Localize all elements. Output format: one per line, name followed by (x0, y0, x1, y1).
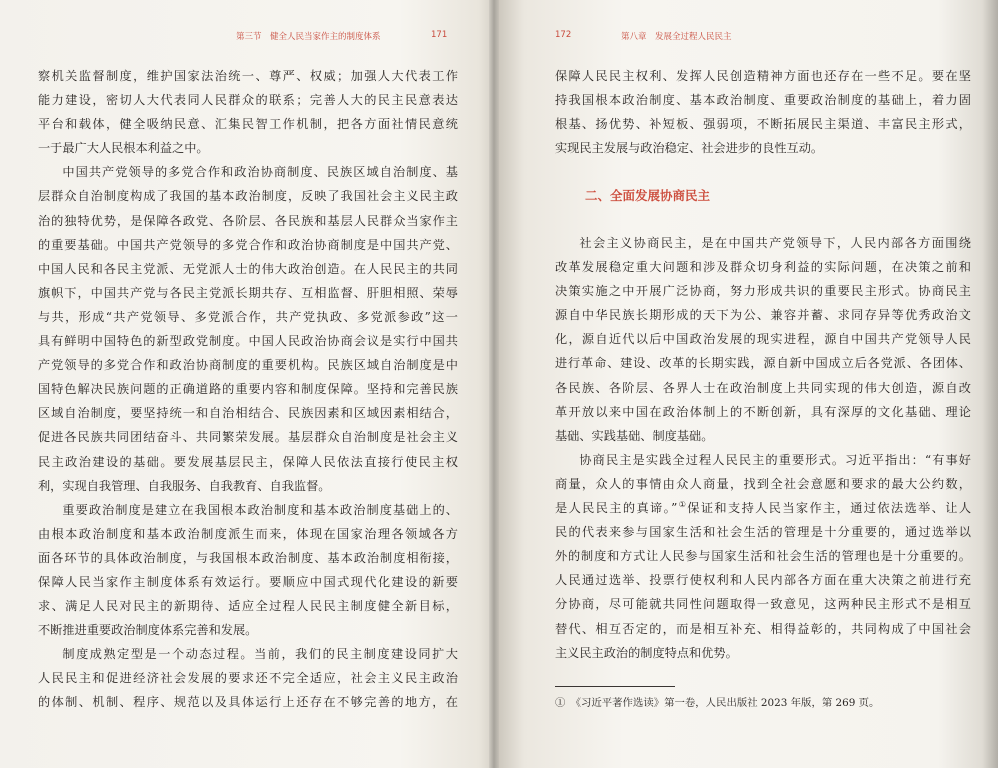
text-line: 基础、实践基础、制度基础。 (555, 428, 714, 443)
text-line: 社会主义协商民主，是在中国共产党领导下，人民内部各方面围绕 (579, 236, 971, 250)
spine-shadow (489, 0, 499, 768)
text-line: 商量，众人的事情由众人商量，找到全社会意愿和要求的最大公约数， (555, 476, 971, 491)
text-line: 能力建设，密切人大代表同人民群众的联系；完善人大的民主民意表达 (38, 93, 458, 108)
text-line: 人民民主和促进经济社会发展的要求还不完全适应，社会主义民主政治 (38, 671, 458, 686)
right-top-text (555, 64, 971, 160)
text-line: 促进各民族共同团结奋斗、共同繁荣发展。基层群众自治制度是社会主义 (38, 430, 458, 445)
section-heading: 二、全面发展协商民主 (585, 188, 711, 203)
text-line: 层群众自治制度构成了我国的基本政治制度，反映了我国社会主义民主政 (38, 189, 458, 204)
text-line: 的重要基础。中国共产党领导的多党合作和政治协商制度是中国共产党、 (38, 237, 458, 252)
quote-continuation-text: 保证和支持人民当家作主，通过依法选举、让人 (687, 501, 972, 516)
text-line: 治的独特优势，是保障各政党、各阶层、各民族和基层人民群众当家作主 (38, 213, 458, 228)
text-line: 化，源自近代以后中国政治发展的现实进程，源自中国共产党领导人民 (555, 332, 971, 347)
text-line: 与共，形成“共产党领导、多党派合作，共产党执政、多党派参政”这一 (38, 309, 458, 324)
text-line (555, 496, 971, 520)
text-line: 由根本政治制度和基本政治制度派生而来，体现在国家治理各领域各方 (38, 526, 458, 541)
text-line: 民主政治建设的基础。要发展基层民主，保障人民依法直接行使民主权 (38, 454, 458, 469)
text-line: 民的代表来参与国家生活和社会生活的管理是十分重要的，通过选举以 (555, 525, 971, 540)
left-body-text (38, 64, 458, 715)
text-line: 改革发展稳定重大问题和涉及群众切身利益的实际问题，在决策之前和 (555, 260, 971, 275)
text-line: 主义民主政治的制度特点和优势。 (555, 645, 738, 660)
right-running-head-chapter: 第八章 发展全过程人民民主 (621, 32, 732, 42)
text-line: 革开放以来中国在政治体制上的不断创新，具有深厚的文化基础、理论 (555, 404, 971, 419)
right-body-text (555, 231, 971, 665)
text-line: 察机关监督制度，维护国家法治统一、尊严、权威；加强人大代表工作 (38, 69, 458, 83)
text-line: 求、满足人民对民主的新期待、适应全过程人民民主制度健全新目标， (38, 599, 458, 614)
text-line: 替代、相互否定的，而是相互补充、相得益彰的，共同构成了中国社会 (555, 621, 971, 636)
text-line: 保障人民民主权利、发挥人民创造精神方面也还存在一些不足。要在坚 (555, 69, 971, 83)
left-running-head-section: 第三节 健全人民当家作主的制度体系 (236, 32, 381, 42)
quote-end-text: 是人民民主的真谛。” (555, 501, 678, 516)
text-line: 制度成熟定型是一个动态过程。当前，我们的民主制度建设同扩大 (62, 647, 458, 662)
text-line: 国特色解决民族问题的正确道路的重要内容和制度保障。坚持和完善民族 (38, 382, 458, 397)
right-page (499, 0, 998, 768)
text-line: 中国人民和各民主党派、无党派人士的伟大政治创造。在人民民主的共同 (38, 261, 458, 276)
text-line: 源自中华民族长期形成的天下为公、兼容并蓄、求同存异等优秀政治文 (555, 308, 971, 323)
right-page-number: 172 (555, 30, 572, 40)
text-line: 实现民主发展与政治稳定、社会进步的良性互动。 (555, 141, 824, 156)
text-line: 根基、扬优势、补短板、强弱项，不断拓展民主渠道、丰富民主形式， (555, 117, 971, 132)
page-edge-shadow (982, 0, 998, 768)
text-line: 各民族、各阶层、各界人士在政治制度上共同实现的伟大创造，源自改 (555, 380, 971, 395)
footnote-text: ① 《习近平著作选读》第一卷，人民出版社 2023 年版，第 269 页。 (555, 697, 880, 709)
text-line: 利，实现自我管理、自我服务、自我教育、自我监督。 (38, 478, 331, 493)
text-line: 不断推进重要政治制度体系完善和发展。 (38, 623, 258, 638)
text-line: 中国共产党领导的多党合作和政治协商制度、民族区域自治制度、基 (62, 165, 458, 180)
text-line: 面各环节的具体政治制度，与我国根本政治制度、基本政治制度相衔接， (38, 550, 458, 565)
text-line: 进行革命、建设、改革的长期实践，源自新中国成立后各党派、各团体、 (555, 356, 971, 371)
text-line: 人民通过选举、投票行使权利和人民内部各方面在重大决策之前进行充 (555, 573, 971, 588)
text-line: 一于最广大人民根本利益之中。 (38, 141, 209, 156)
text-line: 的体制、机制、程序、规范以及具体运行上还存在不够完善的地方，在 (38, 695, 458, 710)
text-line: 具有鲜明中国特色的新型政党制度。中国人民政治协商会议是实行中国共 (38, 334, 458, 349)
text-line: 决策实施之中开展广泛协商，努力形成共识的重要民主形式。协商民主 (555, 284, 971, 299)
left-page-number: 171 (431, 30, 448, 40)
text-line: 重要政治制度是建立在我国根本政治制度和基本政治制度基础上的、 (62, 502, 458, 517)
footnote-marker: ① (677, 499, 688, 509)
text-line: 保障人民当家作主制度体系有效运行。要顺应中国式现代化建设的新要 (38, 574, 458, 589)
text-line: 协商民主是实践全过程人民民主的重要形式。习近平指出：“有事好 (579, 452, 971, 467)
text-line: 产党领导的多党合作和政治协商制度的重要机构。民族区域自治制度是中 (38, 358, 458, 373)
footnote-divider (555, 686, 675, 687)
text-line: 旗帜下，中国共产党与各民主党派长期共存、互相监督、肝胆相照、荣辱 (38, 285, 458, 300)
text-line: 分协商，尽可能就共同性问题取得一致意见，这两种民主形式不是相互 (555, 597, 971, 612)
text-line: 持我国根本政治制度、基本政治制度、重要政治制度的基础上，着力固 (555, 93, 971, 108)
text-line: 外的制度和方式让人民参与国家生活和社会生活的管理也是十分重要的。 (555, 549, 971, 564)
text-line: 平台和载体，健全吸纳民意、汇集民智工作机制，把各方面社情民意统 (38, 117, 458, 132)
text-line: 区域自治制度，要坚持统一和自治相结合、民族因素和区域因素相结合， (38, 406, 458, 421)
